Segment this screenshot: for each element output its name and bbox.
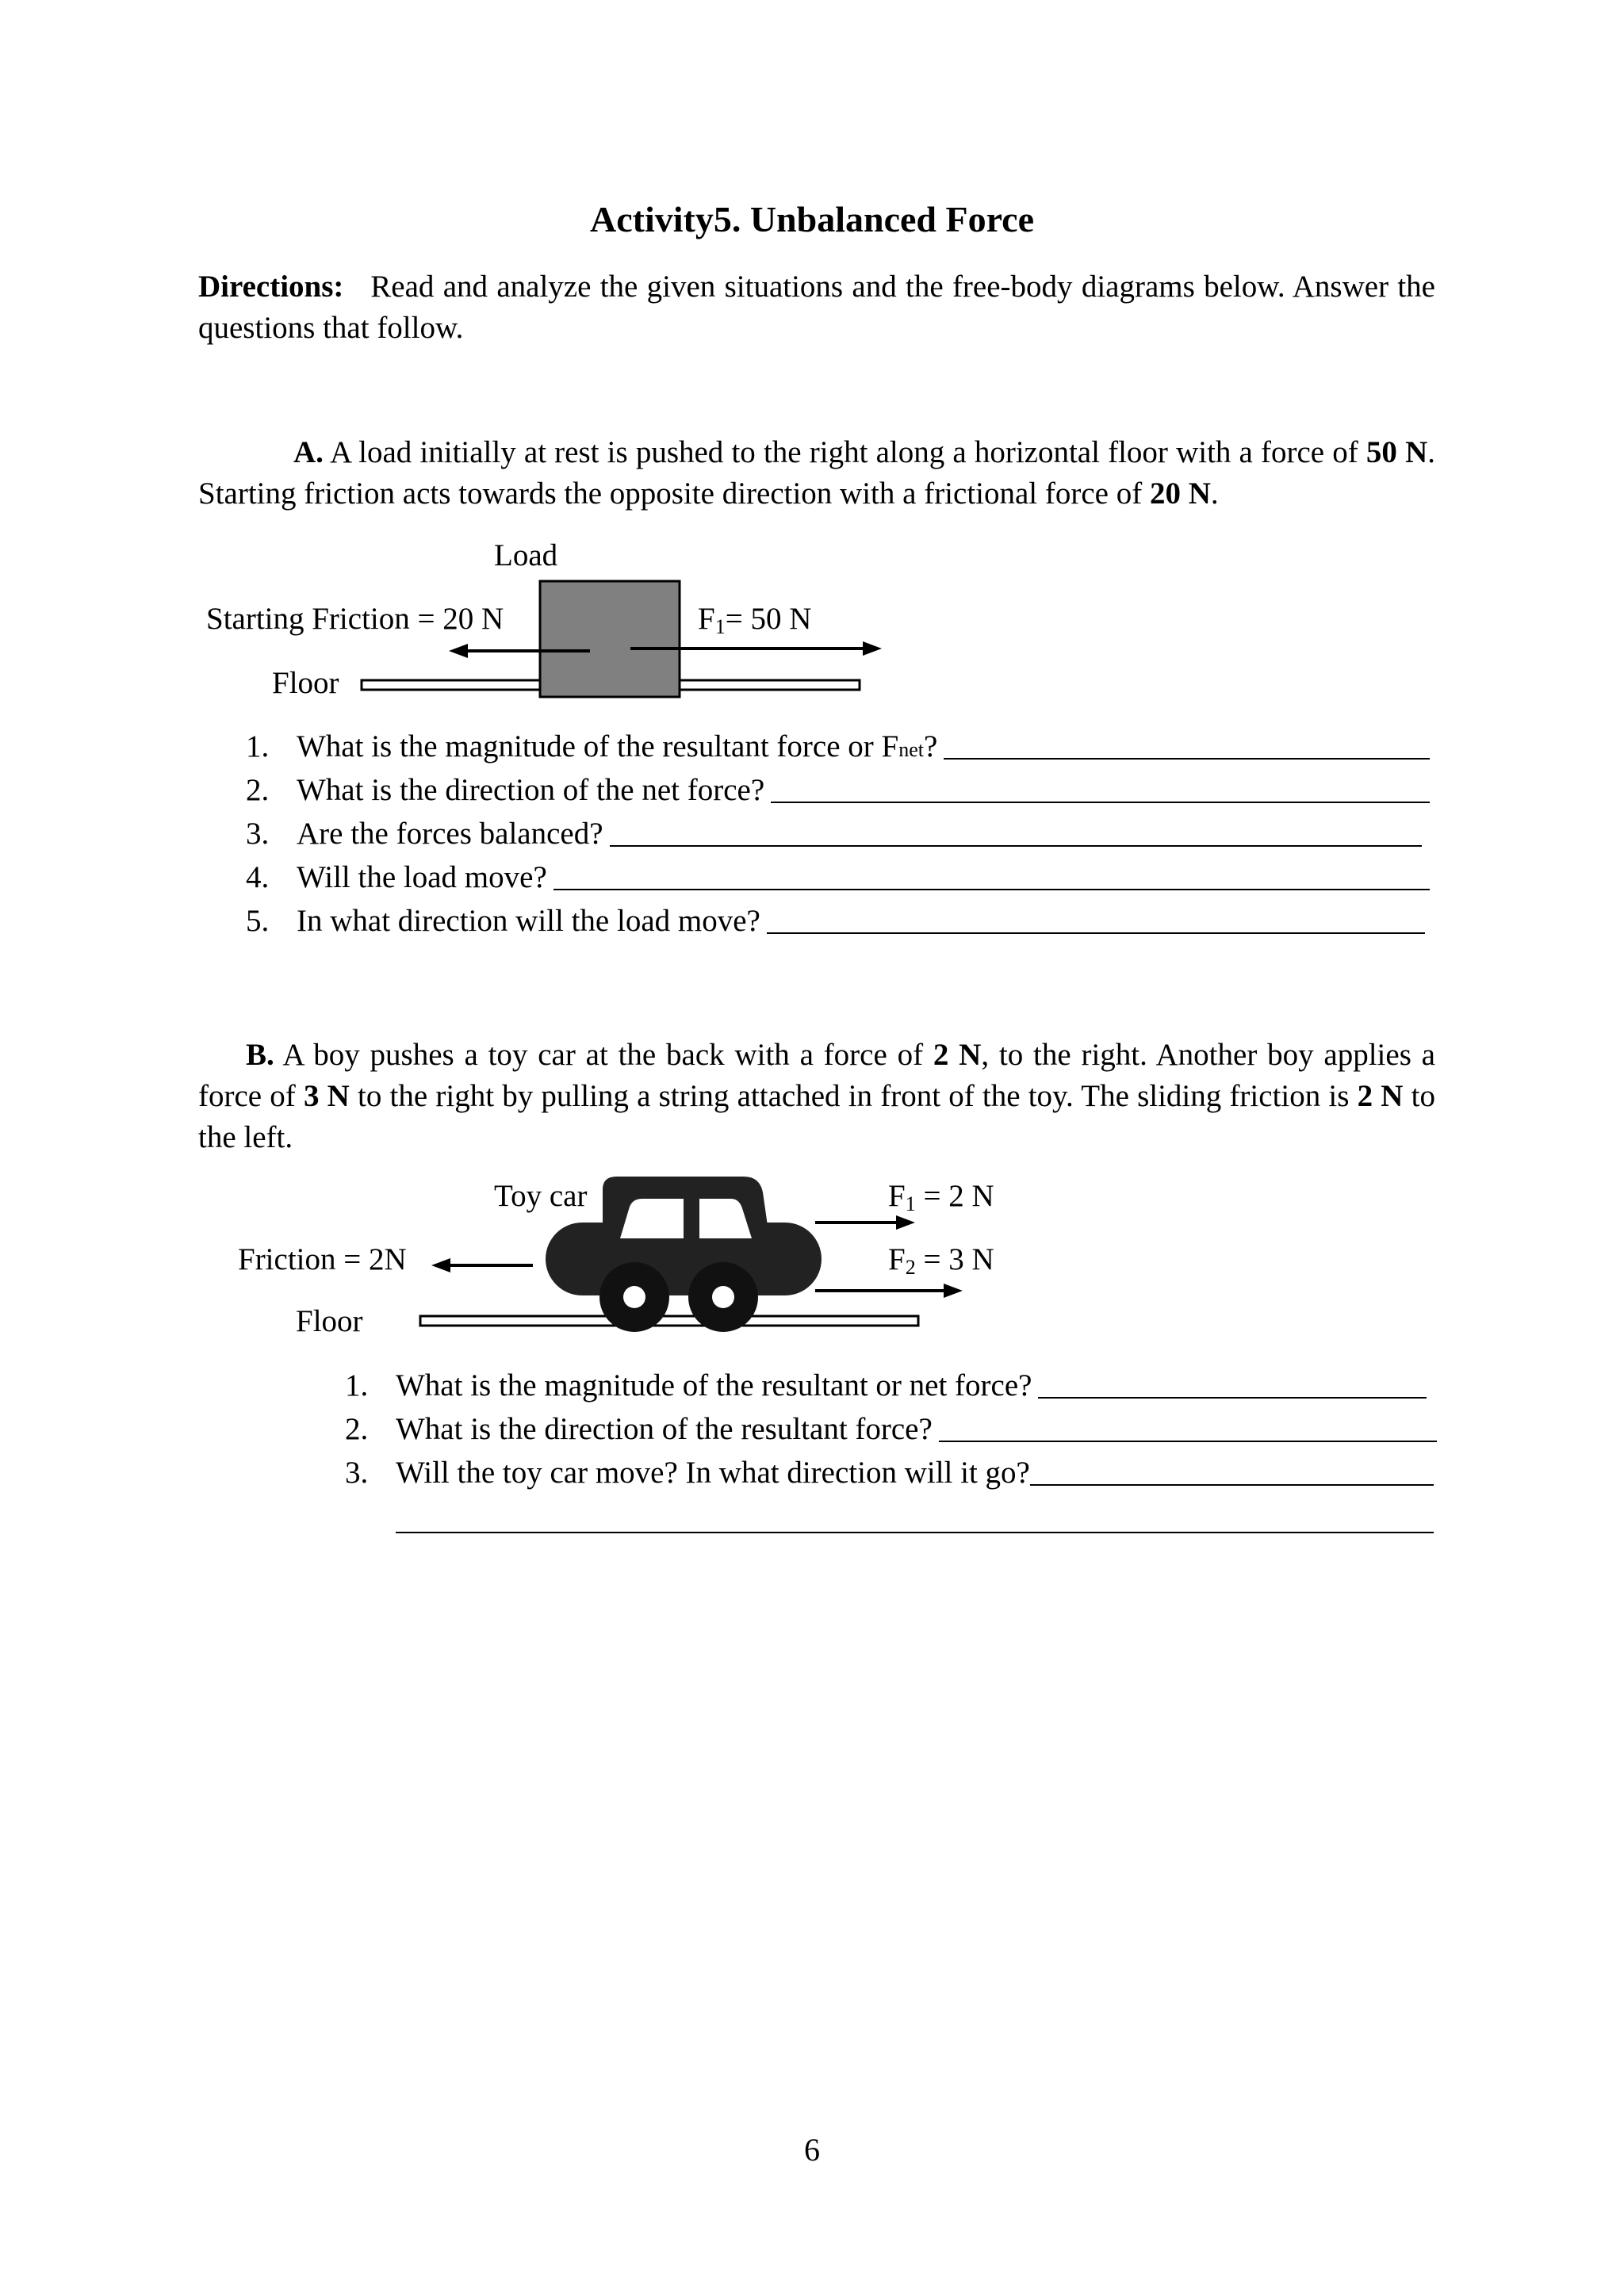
question-number: 2. [246,773,270,807]
question-text: Are the forces balanced? [297,817,603,851]
directions-label: Directions: [198,270,344,304]
section-a-text-2: . Starting friction acts towards the opposite direction with a frictional force of [198,435,1435,511]
load-label: Load [494,538,558,572]
question-mark: ? [923,729,938,763]
directions-text: Read and analyze the given situations and the free-body diagrams below. Answer the questions that follow. [198,270,1435,345]
force-value: = 50 N [725,602,812,636]
question-b3 [345,1451,1434,1494]
section-b-push-value: 2 N [933,1038,982,1072]
force-symbol: F [888,1242,906,1276]
answer-blank[interactable] [1030,1484,1434,1486]
section-a-letter: A. [293,435,324,469]
force-symbol: F [698,602,715,636]
section-b-text-4: to the left. [198,1079,1436,1154]
question-text: In what direction will the load move? [297,904,760,938]
force-f2-arrow-head [944,1284,963,1298]
section-b-text-1: A boy pushes a toy car at the back with a force of [282,1038,924,1072]
section-a-text-3: . [1210,476,1219,511]
question-number: 3. [345,1456,369,1490]
floor-b [420,1316,918,1326]
floor-label-b: Floor [296,1304,363,1338]
page-title: Activity5. Unbalanced Force [589,199,1035,239]
question-b2 [345,1407,1437,1451]
section-b-text-3: to the right by pulling a string attached in front of the toy. The sliding friction is [358,1079,1350,1113]
question-a1: 1. What is the magnitude of the resultant force or F net ? [246,725,1430,768]
question-text: What is the magnitude of the resultant force or F [297,729,899,763]
question-number: 5. [246,904,270,938]
question-number: 3. [246,817,270,851]
question-number: 1. [246,729,270,763]
force-subscript: 1 [714,615,726,638]
section-b-text-2: , to the right. Another boy applies a force of [198,1038,1435,1113]
section-a-text-1: A load initially at rest is pushed to the right along a horizontal floor with a force of [329,435,1358,469]
question-number: 4. [246,860,270,894]
section-a-friction-value: 20 N [1149,476,1211,511]
force-f1-arrow-head [896,1215,915,1230]
page-number: 6 [804,2132,820,2168]
friction-label-b: Friction = 2N [238,1242,407,1276]
section-b-letter: B. [246,1038,274,1072]
question-text: Will the load move? [297,860,547,894]
section-b-pull-value: 3 N [303,1079,350,1113]
question-b1 [345,1364,1427,1407]
starting-friction-label: Starting Friction = 20 N [206,602,504,636]
question-text: What is the direction of the resultant force? [396,1412,933,1446]
answer-blank-continuation[interactable] [396,1532,1434,1533]
floor-label-a: Floor [272,666,339,700]
question-text: What is the direction of the net force? [297,773,765,807]
question-number: 2. [345,1412,369,1446]
question-number: 1. [345,1368,369,1402]
section-a-force-value: 50 N [1365,435,1428,469]
answer-blank[interactable] [1038,1397,1427,1399]
question-text: Will the toy car move? In what direction will it go? [396,1456,1030,1490]
toy-car-label: Toy car [494,1179,588,1213]
friction-arrow-b-head [431,1258,450,1272]
car-hubcap-front [712,1286,734,1308]
section-b-friction-value: 2 N [1357,1079,1404,1113]
answer-blank[interactable] [939,1441,1437,1442]
force-subscript: 1 [905,1192,916,1215]
force-value: = 2 N [923,1179,994,1213]
force-subscript: 2 [905,1256,916,1279]
car-hubcap-rear [623,1286,645,1308]
force-value: = 3 N [923,1242,994,1276]
force-symbol: F [888,1179,906,1213]
question-text: What is the magnitude of the resultant or net force? [396,1368,1032,1402]
